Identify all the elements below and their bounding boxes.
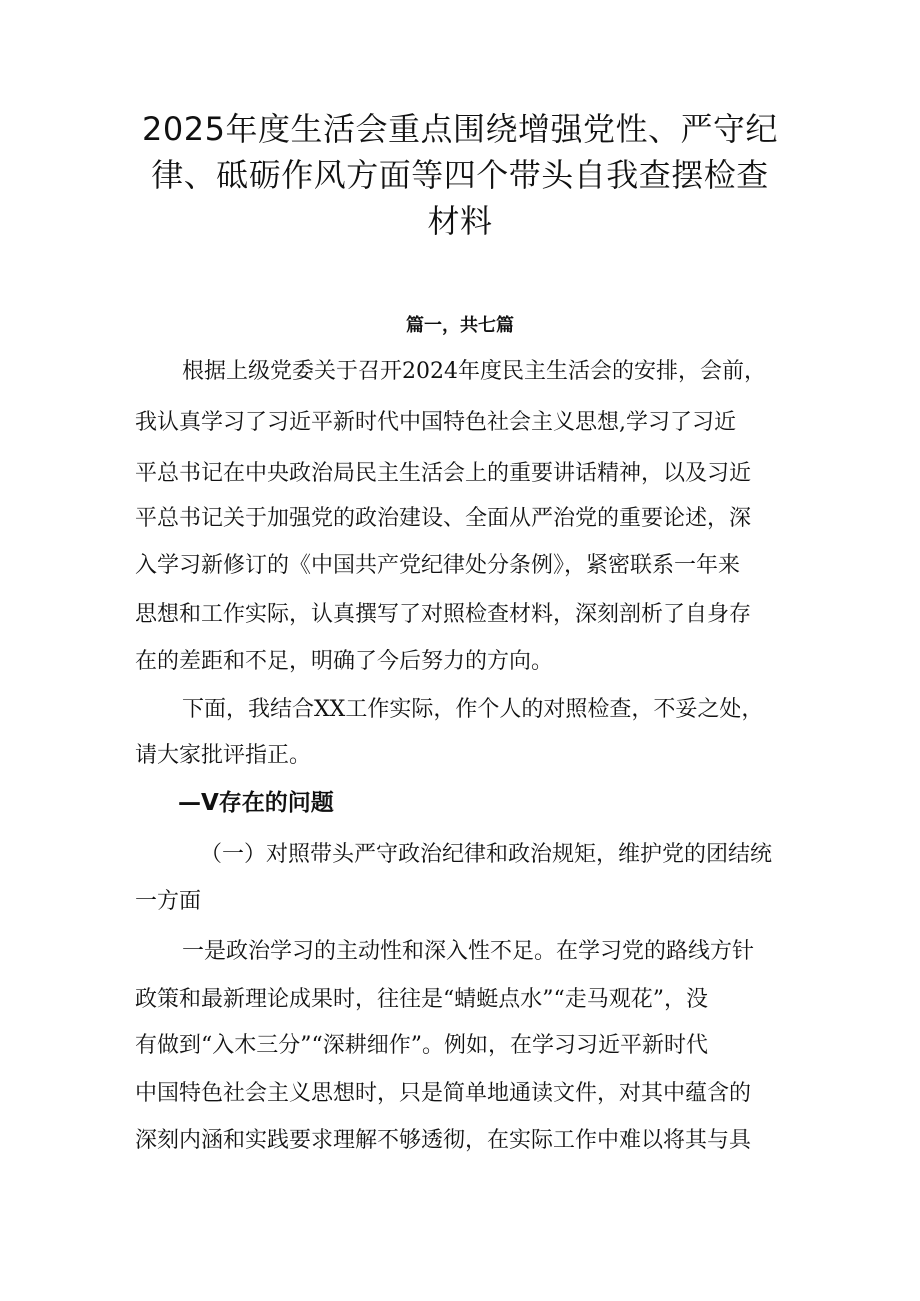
paragraph-line: 中国特色社会主义思想时，只是简单地通读文件，对其中蕴含的 — [135, 1081, 752, 1106]
title-line: 材料 — [427, 202, 493, 240]
paragraph-line: 有做到“入木三分”“深耕细作”。例如，在学习习近平新时代 — [135, 1033, 708, 1058]
paragraph-line: 请大家批评指正。 — [135, 743, 312, 768]
document-subtitle: 篇一，共七篇 — [406, 315, 514, 336]
paragraph-line: 思想和工作实际，认真撰写了对照检查材料，深刻剖析了自身存 — [135, 602, 752, 627]
document-title — [130, 106, 790, 244]
subsection-heading-line: （一）对照带头严守政治纪律和政治规矩，维护党的团结统 — [200, 842, 773, 867]
paragraph-line: 平总书记关于加强党的政治建设、全面从严治党的重要论述，深 — [135, 506, 752, 531]
paragraph-line: 深刻内涵和实践要求理解不够透彻，在实际工作中难以将其与具 — [135, 1128, 752, 1153]
paragraph-line: 平总书记在中央政治局民主生活会上的重要讲话精神，以及习近 — [135, 461, 752, 486]
paragraph-line: 一是政治学习的主动性和深入性不足。在学习党的路线方针 — [182, 939, 755, 964]
subsection-heading-line: 一方面 — [135, 889, 202, 914]
paragraph-line: 在的差距和不足，明确了今后努力的方向。 — [135, 649, 554, 674]
paragraph-line: 根据上级党委关于召开2024年度民主生活会的安排，会前， — [182, 359, 766, 384]
paragraph-line: 政策和最新理论成果时，往往是“蜻蜓点水”“走马观花”，没 — [135, 987, 708, 1012]
title-line: 2025年度生活会重点围绕增强党性、严守纪 — [142, 110, 778, 148]
title-line: 律、砥砺作风方面等四个带头自我查摆检查 — [151, 156, 769, 194]
section-heading: —V存在的问题 — [178, 790, 334, 816]
paragraph-line: 我认真学习了习近平新时代中国特色社会主义思想,学习了习近 — [135, 410, 736, 435]
paragraph-line: 下面，我结合XX工作实际，作个人的对照检查，不妥之处， — [182, 697, 764, 722]
paragraph-line: 入学习新修订的《中国共产党纪律处分条例》，紧密联系一年来 — [135, 553, 741, 578]
